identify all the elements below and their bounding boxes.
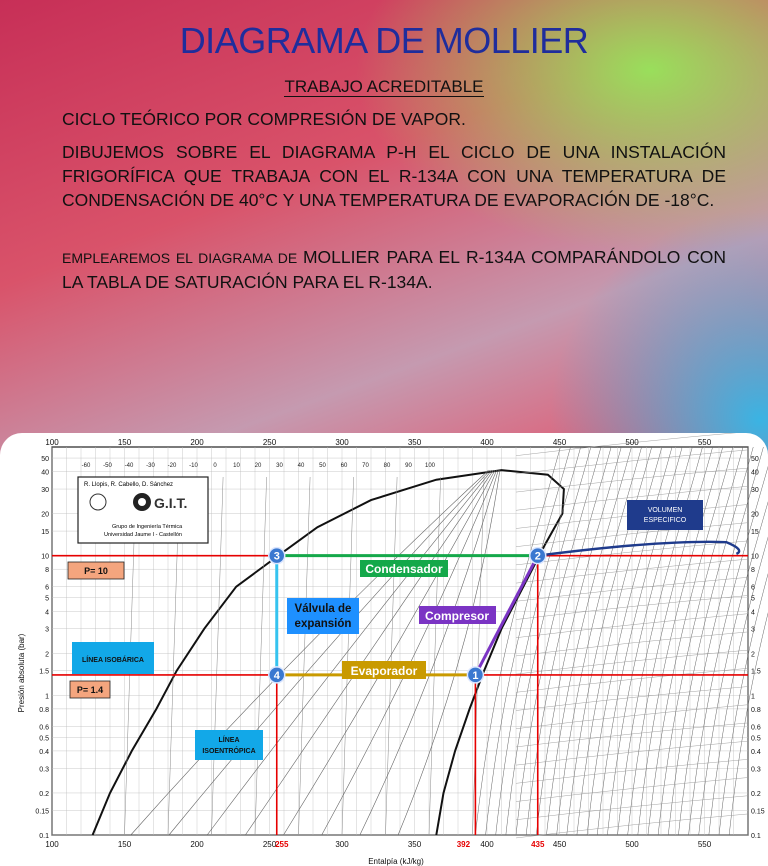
logo-university: Universidad Jaume I - Castellón (104, 532, 182, 538)
temp-tick-label: 80 (383, 463, 391, 469)
y-tick-label-right: 15 (751, 529, 759, 537)
temp-tick-label: -10 (189, 463, 198, 469)
paragraph-instruction: DIBUJEMOS SOBRE EL DIAGRAMA P-H EL CICLO DE UNA INSTALACIÓN FRIGORÍFICA QUE TRABAJA CON EL R-134A CON UNA TEMPERATURA DE CONDENSACIÓN DE 40°C Y UNA TEMPERATURA DE EVAPORACIÓN DE -18°C. (62, 142, 726, 210)
y-tick-label: 0.15 (35, 808, 49, 816)
temp-tick-label: -60 (81, 463, 91, 469)
temp-tick-label: 0 (213, 463, 217, 469)
enthalpy-mark-label: 392 (456, 840, 471, 849)
label-isobarica (72, 642, 154, 674)
y-tick-label: 3 (45, 626, 49, 634)
paragraph-cycle: CICLO TEÓRICO POR COMPRESIÓN DE VAPOR. (62, 109, 466, 129)
temp-tick-label: 10 (233, 463, 240, 469)
y-tick-label: 0.3 (39, 766, 49, 774)
label-p-low (70, 681, 110, 698)
temp-tick-label: -20 (167, 463, 177, 469)
x-tick-label-top: 500 (625, 438, 639, 447)
label-valvula (287, 598, 359, 634)
y-tick-label: 2 (45, 651, 49, 659)
temp-tick-label: 90 (405, 463, 412, 469)
logo-authors: R. Llopis, R. Cabello, D. Sánchez (84, 482, 174, 488)
y-tick-label: 1 (45, 693, 49, 701)
temp-tick-label: 70 (362, 463, 369, 469)
y-tick-label: 20 (41, 511, 49, 519)
x-tick-label: 200 (190, 840, 204, 849)
y-tick-label-right: 8 (751, 567, 755, 575)
mollier-figure (0, 433, 768, 866)
y-tick-label: 0.1 (39, 833, 49, 840)
temp-tick-label: 100 (424, 463, 436, 469)
x-tick-label-top: 300 (335, 438, 349, 447)
x-tick-label-top: 350 (407, 438, 422, 447)
label-volumen (627, 500, 703, 530)
temp-tick-label: 30 (276, 463, 283, 469)
y-tick-label-right: 50 (751, 456, 759, 464)
x-axis-label: Entalpía (kJ/kg) (368, 857, 424, 866)
y-tick-label: 1.5 (39, 668, 49, 676)
logo-git-icon-inner (138, 498, 146, 506)
x-tick-label-top: 550 (697, 438, 712, 447)
y-tick-label: 30 (41, 487, 49, 495)
y-tick-label-right: 0.15 (751, 808, 765, 816)
x-tick-label: 400 (480, 840, 494, 849)
enthalpy-mark-label: 255 (275, 840, 289, 849)
y-tick-label: 15 (41, 529, 49, 537)
label-valvula-text: Válvula de expansión (294, 603, 352, 630)
y-tick-label-right: 10 (751, 553, 759, 561)
y-tick-label: 0.8 (39, 706, 49, 714)
label-volumen-text: VOLUMEN ESPECIFICO (643, 507, 687, 524)
logo-brand: G.I.T. (154, 495, 188, 511)
y-tick-label: 50 (41, 456, 49, 464)
cycle-point-label-3: 3 (273, 550, 280, 563)
y-axis-label: Presión absoluta (bar) (17, 633, 26, 713)
temp-tick-label: 20 (254, 463, 262, 469)
y-tick-label: 0.6 (39, 724, 49, 732)
y-tick-label: 0.5 (39, 735, 49, 743)
x-tick-label-top: 400 (480, 438, 494, 447)
temp-tick-label: -40 (124, 463, 134, 469)
y-tick-label: 4 (45, 609, 49, 617)
label-compresor-text: Compresor (424, 609, 490, 623)
cycle-point-label-1: 1 (472, 669, 479, 682)
x-tick-label: 450 (552, 840, 567, 849)
x-tick-label: 500 (625, 840, 639, 849)
y-tick-label-right: 0.6 (751, 724, 761, 732)
y-tick-label: 5 (45, 595, 49, 603)
temp-tick-label: 50 (319, 463, 326, 469)
y-tick-label-right: 1.5 (751, 668, 761, 676)
mollier-chart (0, 433, 768, 866)
temp-tick-label: -50 (103, 463, 112, 469)
x-tick-label: 150 (117, 840, 132, 849)
cycle-point-label-2: 2 (534, 550, 541, 563)
logo-group: Grupo de Ingeniería Térmica (112, 524, 183, 530)
x-tick-label: 100 (45, 840, 59, 849)
temp-tick-label: 40 (297, 463, 305, 469)
y-tick-label-right: 4 (751, 609, 755, 617)
cycle-point-label-4: 4 (273, 669, 280, 682)
subtitle (0, 77, 768, 97)
label-condensador (360, 560, 448, 577)
y-tick-label: 10 (41, 553, 49, 561)
x-tick-label-top: 250 (262, 438, 277, 447)
label-isoentropica-text: LÍNEA ISOENTRÓPICA (202, 737, 256, 755)
x-tick-label: 300 (335, 840, 349, 849)
label-compresor (419, 606, 496, 624)
y-tick-label-right: 40 (751, 469, 759, 477)
label-isobarica-text: LÍNEA ISOBÁRICA (82, 657, 144, 664)
y-tick-label-right: 0.4 (751, 748, 761, 756)
y-tick-label-right: 30 (751, 487, 759, 495)
y-tick-label: 0.2 (39, 790, 49, 798)
y-tick-label: 8 (45, 567, 49, 575)
label-p-high-text: P= 10 (84, 566, 108, 576)
x-tick-label: 550 (697, 840, 712, 849)
x-tick-label-top: 150 (117, 438, 132, 447)
paragraph-mollier (62, 245, 726, 294)
y-tick-label-right: 3 (751, 626, 755, 634)
git-logo (78, 477, 208, 543)
x-tick-label: 250 (262, 840, 277, 849)
label-condensador-text: Condensador (365, 562, 443, 576)
logo-seal-icon (90, 494, 106, 510)
y-tick-label-right: 0.3 (751, 766, 761, 774)
y-tick-label-right: 0.5 (751, 735, 761, 743)
paragraph-mollier-lead: EMPLEAREMOS EL DIAGRAMA DE (62, 250, 303, 266)
temp-tick-label: 60 (340, 463, 348, 469)
y-tick-label-right: 1 (751, 693, 755, 701)
label-p-high (68, 562, 124, 579)
y-tick-label: 0.4 (39, 748, 49, 756)
page-title: DIAGRAMA DE MOLLIER (179, 20, 589, 61)
subtitle-text: TRABAJO ACREDITABLE (284, 77, 484, 96)
y-tick-label-right: 6 (751, 584, 755, 592)
enthalpy-mark-label: 435 (531, 840, 545, 849)
y-tick-label-right: 20 (751, 511, 759, 519)
y-tick-label-right: 2 (751, 651, 755, 659)
label-evaporador-text: Evaporador (350, 664, 418, 678)
y-tick-label: 6 (45, 584, 49, 592)
label-isoentropica (195, 730, 263, 760)
paragraph-mollier-rest: MOLLIER PARA EL R-134A COMPARÁNDOLO CON LA TABLA DE SATURACIÓN PARA EL R-134A. (62, 247, 726, 292)
y-tick-label-right: 0.2 (751, 790, 761, 798)
x-tick-label-top: 450 (552, 438, 567, 447)
x-tick-label-top: 100 (45, 438, 59, 447)
label-evaporador (342, 661, 426, 679)
y-tick-label: 40 (41, 469, 49, 477)
temp-tick-label: -30 (146, 463, 155, 469)
x-tick-label: 350 (407, 840, 422, 849)
y-tick-label-right: 0.8 (751, 706, 761, 714)
y-tick-label-right: 0.1 (751, 833, 761, 840)
y-tick-label-right: 5 (751, 595, 755, 603)
label-p-low-text: P= 1.4 (76, 685, 104, 695)
x-tick-label-top: 200 (190, 438, 204, 447)
